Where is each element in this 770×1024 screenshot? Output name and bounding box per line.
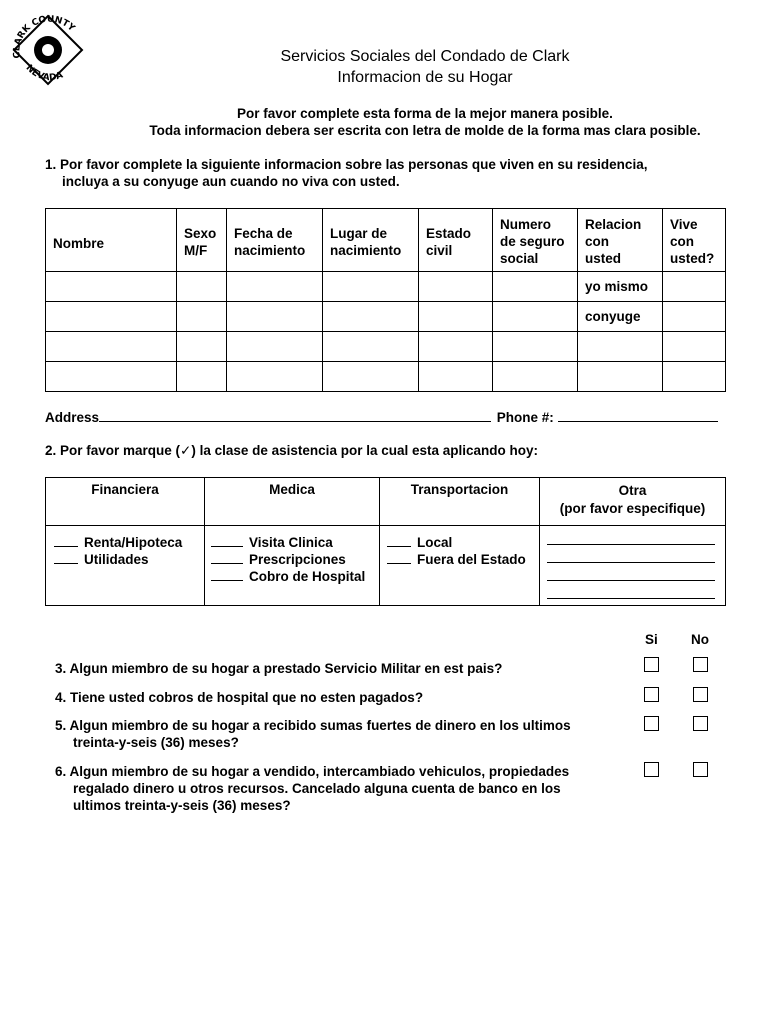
cell-sexo[interactable] [177,302,227,332]
q4-no-checkbox[interactable] [693,687,708,702]
financiera-options [46,526,205,606]
cell-estado[interactable] [419,332,493,362]
cell-numero[interactable] [493,272,578,302]
logo-text-top: CLARK COUNTY [12,14,77,59]
checkmark-icon: ✓ [180,443,192,458]
cell-fecha[interactable] [227,272,323,302]
option-prescripciones[interactable]: Prescripciones [211,551,379,568]
household-members-table [45,208,726,392]
address-label: Address [45,410,100,425]
question-6-line2: regalado dinero u otros recursos. Cancelado alguna cuenta de banco en los [73,781,561,796]
cell-estado[interactable] [419,272,493,302]
col-header-nombre: Nombre [46,209,177,272]
section2-prompt [45,443,538,459]
transportacion-options [380,526,540,606]
header-otra: Otra (por favor especifique) [540,478,726,526]
cell-vive[interactable] [663,272,726,302]
table-row [46,272,726,302]
cell-sexo[interactable] [177,332,227,362]
cell-vive[interactable] [663,332,726,362]
cell-nombre[interactable] [46,302,177,332]
section2-prompt-start: 2. Por favor marque ( [45,443,181,458]
table-row [46,362,726,392]
cell-lugar[interactable] [323,362,419,392]
col-header-numero: Numero de seguro social [493,209,578,272]
table-header-row [46,209,726,272]
intro-line1: Por favor complete esta forma de la mejor manera posible. [237,106,613,121]
cell-numero[interactable] [493,332,578,362]
option-utilidades[interactable]: Utilidades [54,551,204,568]
cell-lugar[interactable] [323,332,419,362]
cell-lugar[interactable] [323,302,419,332]
question-6-line3: ultimos treinta-y-seis (36) meses? [73,798,291,813]
header-transportacion: Transportacion [380,478,540,526]
page-title-line2: Informacion de su Hogar [337,69,513,86]
cell-sexo[interactable] [177,272,227,302]
cell-numero[interactable] [493,362,578,392]
option-cobro-hospital[interactable]: Cobro de Hospital [211,568,379,585]
logo-text-bottom: NEVADA [23,63,65,84]
medica-options [205,526,380,606]
si-column-label: Si [645,632,658,647]
cell-estado[interactable] [419,302,493,332]
table-row [46,332,726,362]
cell-numero[interactable] [493,302,578,332]
otra-field-3[interactable] [547,564,715,581]
question-3: 3. Algun miembro de su hogar a prestado Servicio Militar en est pais? [55,661,503,676]
cell-nombre[interactable] [46,272,177,302]
assistance-type-table [45,477,726,606]
col-header-fecha: Fecha de nacimiento [227,209,323,272]
question-5-line1: 5. Algun miembro de su hogar a recibido sumas fuertes de dinero en los ultimos [55,718,571,733]
col-header-vive: Vive con usted? [663,209,726,272]
phone-field[interactable] [558,409,718,422]
col-header-relacion: Relacion con usted [578,209,663,272]
address-field[interactable] [99,409,491,422]
header-medica: Medica [205,478,380,526]
question-5-line2: treinta-y-seis (36) meses? [73,735,239,750]
question-6-line1: 6. Algun miembro de su hogar a vendido, intercambiado vehiculos, propiedades [55,764,570,779]
q4-si-checkbox[interactable] [644,687,659,702]
no-column-label: No [691,632,709,647]
cell-lugar[interactable] [323,272,419,302]
col-header-estado: Estado civil [419,209,493,272]
cell-fecha[interactable] [227,332,323,362]
q3-si-checkbox[interactable] [644,657,659,672]
cell-relacion[interactable] [578,362,663,392]
otra-field-4[interactable] [547,582,715,599]
cell-fecha[interactable] [227,302,323,332]
assistance-header-row [46,478,726,526]
cell-vive[interactable] [663,362,726,392]
section1-prompt-line1: 1. Por favor complete la siguiente informacion sobre las personas que viven en su residencia, [45,157,648,172]
cell-fecha[interactable] [227,362,323,392]
option-fuera-del-estado[interactable]: Fuera del Estado [387,551,539,568]
cell-relacion: yo mismo [578,272,663,302]
cell-nombre[interactable] [46,362,177,392]
q5-si-checkbox[interactable] [644,716,659,731]
col-header-lugar: Lugar de nacimiento [323,209,419,272]
page-title-line1: Servicios Sociales del Condado de Clark [280,48,570,65]
q6-no-checkbox[interactable] [693,762,708,777]
assistance-options-row [46,526,726,606]
cell-nombre[interactable] [46,332,177,362]
cell-vive[interactable] [663,302,726,332]
otra-options [540,526,726,606]
section1-prompt-line2: incluya a su conyuge aun cuando no viva con usted. [62,174,400,189]
address-phone-row [45,409,718,425]
question-4: 4. Tiene usted cobros de hospital que no esten pagados? [55,690,424,705]
q6-si-checkbox[interactable] [644,762,659,777]
cell-sexo[interactable] [177,362,227,392]
otra-field-2[interactable] [547,546,715,563]
option-renta-hipoteca[interactable]: Renta/Hipoteca [54,534,204,551]
option-visita-clinica[interactable]: Visita Clinica [211,534,379,551]
header-financiera: Financiera [46,478,205,526]
section2-prompt-end: ) la clase de asistencia por la cual esta aplicando hoy: [191,443,538,458]
cell-relacion: conyuge [578,302,663,332]
q5-no-checkbox[interactable] [693,716,708,731]
cell-estado[interactable] [419,362,493,392]
phone-label: Phone #: [496,410,554,425]
table-row [46,302,726,332]
intro-line2: Toda informacion debera ser escrita con letra de molde de la forma mas clara posible. [149,123,701,138]
q3-no-checkbox[interactable] [693,657,708,672]
col-header-sexo: Sexo M/F [177,209,227,272]
option-local[interactable]: Local [387,534,539,551]
otra-field-1[interactable] [547,528,715,545]
cell-relacion[interactable] [578,332,663,362]
